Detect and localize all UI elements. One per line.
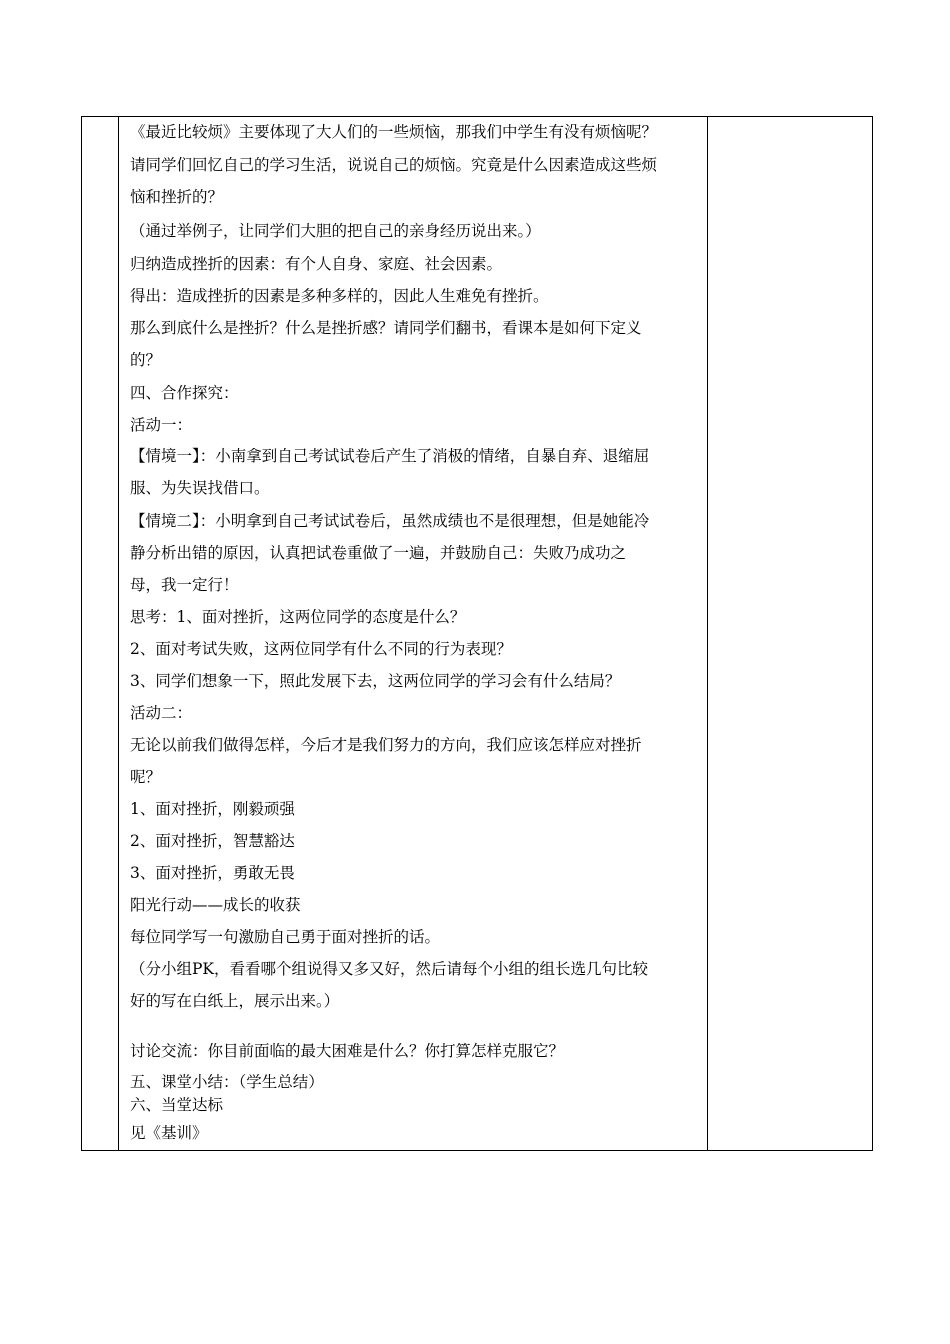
text-line: 归纳造成挫折的因素：有个人自身、家庭、社会因素。 xyxy=(130,255,503,273)
list-item: 2、面对挫折，智慧豁达 xyxy=(130,832,295,850)
text-line: 阳光行动——成长的收获 xyxy=(130,896,301,914)
text-line: 请同学们回忆自己的学习生活，说说自己的烦恼。究竟是什么因素造成这些烦 xyxy=(130,156,658,174)
text-line: 服、为失误找借口。 xyxy=(130,479,270,497)
text-line: 静分析出错的原因，认真把试卷重做了一遍，并鼓励自己：失败乃成功之 xyxy=(130,544,627,562)
section-heading: 四、合作探究： xyxy=(130,384,239,402)
text-line: 3、同学们想象一下，照此发展下去，这两位同学的学习会有什么结局？ xyxy=(130,672,621,690)
table-column-divider-right xyxy=(707,117,708,1150)
activity-heading: 活动二： xyxy=(130,704,193,722)
text-line: 得出：造成挫折的因素是多种多样的，因此人生难免有挫折。 xyxy=(130,287,549,305)
text-line: 好的写在白纸上，展示出来。） xyxy=(130,992,340,1010)
text-line: 《最近比较烦》主要体现了大人们的一些烦恼，那我们中学生有没有烦恼呢？ xyxy=(130,123,658,141)
text-line: 每位同学写一句激励自己勇于面对挫折的话。 xyxy=(130,928,441,946)
list-item: 1、面对挫折，刚毅顽强 xyxy=(130,800,295,818)
text-line: 讨论交流：你目前面临的最大困难是什么？你打算怎样克服它？ xyxy=(130,1042,565,1060)
text-line: 无论以前我们做得怎样，今后才是我们努力的方向，我们应该怎样应对挫折 xyxy=(130,736,642,754)
text-line: 恼和挫折的？ xyxy=(130,188,224,206)
table-column-divider-left xyxy=(118,117,119,1150)
text-line: （分小组PK，看看哪个组说得又多又好，然后请每个小组的组长选几句比较 xyxy=(130,960,649,978)
activity-heading: 活动一： xyxy=(130,416,193,434)
text-line: 那么到底什么是挫折？什么是挫折感？请同学们翻书，看课本是如何下定义 xyxy=(130,319,642,337)
text-line: 母，我一定行！ xyxy=(130,576,239,594)
text-line: 【情境二】：小明拿到自己考试试卷后，虽然成绩也不是很理想，但是她能冷 xyxy=(130,512,650,530)
text-line: 的？ xyxy=(130,351,162,369)
section-heading: 五、课堂小结：（学生总结） xyxy=(130,1073,324,1091)
section-heading: 六、当堂达标 xyxy=(130,1096,224,1114)
text-line: （通过举例子，让同学们大胆的把自己的亲身经历说出来。） xyxy=(130,222,541,240)
list-item: 3、面对挫折，勇敢无畏 xyxy=(130,864,295,882)
text-line: 【情境一】：小南拿到自己考试试卷后产生了消极的情绪，自暴自弃、退缩屈 xyxy=(130,447,650,465)
lesson-table xyxy=(81,116,873,1151)
text-line: 呢？ xyxy=(130,768,162,786)
text-line: 见《基训》 xyxy=(130,1124,208,1142)
text-line: 思考：1、面对挫折，这两位同学的态度是什么？ xyxy=(130,608,466,626)
text-line: 2、面对考试失败，这两位同学有什么不同的行为表现？ xyxy=(130,640,512,658)
